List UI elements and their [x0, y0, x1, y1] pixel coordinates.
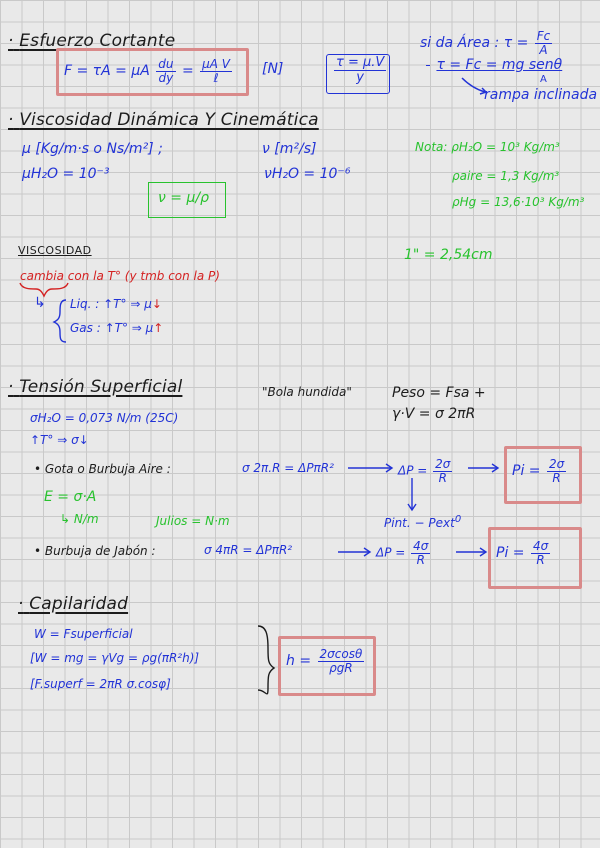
bullet: · — [8, 377, 14, 397]
unit-newton: [N] — [262, 61, 284, 77]
nu-water: νH₂O = 10⁻⁶ — [264, 166, 351, 182]
pi-jabon — [496, 540, 552, 566]
title-text: Capilaridad — [29, 594, 129, 614]
eq-part: F = τA = μA — [64, 63, 150, 80]
section-tension-title — [8, 378, 182, 397]
energy-eq: E = σ·A — [44, 489, 97, 505]
note-text: cambia — [20, 269, 64, 283]
up-arrow-icon: ↑ — [153, 321, 164, 335]
pi-gota — [512, 458, 568, 484]
denominator: ρgR — [329, 660, 353, 675]
liquid-rule — [70, 298, 162, 311]
section-capilaridad-title — [18, 595, 128, 614]
down-arrow-icon: ↓ — [151, 297, 162, 311]
eq-part: h = — [286, 653, 312, 670]
mu-water: μH₂O = 10⁻³ — [22, 166, 110, 182]
capilaridad-line3: [F.superf = 2πR σ.cosφ] — [30, 677, 171, 691]
eq-part: ΔP = — [398, 463, 428, 478]
title-text: Tensión Superficial — [19, 377, 183, 397]
denominator: A — [539, 42, 548, 57]
superscript: 0 — [454, 514, 462, 525]
nota-water: Nota: ρH₂O = 10³ Kg/m³ — [415, 140, 560, 154]
fraction-pi — [547, 458, 566, 484]
bola-hundida: "Bola hundida" — [262, 385, 352, 399]
temperature-note — [20, 270, 220, 283]
capilaridad-line2: [W = mg = γVg = ρg(πR²h)] — [30, 651, 200, 665]
numerator: 2σ — [435, 457, 451, 471]
peso-eq: Peso = Fsa + — [392, 385, 486, 401]
numerator: 4σ — [532, 539, 549, 553]
nu-units: ν [m²/s] — [262, 141, 317, 157]
dp-gota — [398, 458, 454, 484]
title-text: Viscosidad Dinámica Y Cinemática — [19, 110, 319, 130]
fraction-muAV-l — [200, 58, 232, 84]
fraction-incline — [426, 65, 430, 66]
branch-arrow: ↳ — [34, 295, 46, 311]
jabon-label: • Burbuja de Jabón : — [34, 544, 156, 558]
rule-text: Gas : ↑T° ⇒ μ — [70, 321, 154, 335]
julios: Julios = N·m — [156, 514, 230, 528]
denominator: y — [356, 69, 364, 85]
fraction-pi2 — [531, 540, 550, 566]
note-incline — [424, 58, 562, 73]
nu-formula: ν = μ/ρ — [158, 190, 209, 206]
gas-rule — [70, 322, 163, 335]
gota-equation: σ 2π.R = ΔPπR² — [242, 461, 334, 475]
eq-sign: = — [181, 63, 194, 80]
h-formula — [286, 648, 366, 674]
numerator: τ = μ.V — [336, 55, 385, 70]
sigma-temperature: ↑T° ⇒ σ↓ — [30, 433, 89, 447]
title-text: Esfuerzo Cortante — [19, 31, 176, 51]
note-text: τ = Fc = mg senθ — [436, 57, 563, 73]
note-text: si da Área : — [420, 35, 500, 52]
eq-part: Pi = — [512, 463, 541, 480]
section-viscosidad-title — [8, 111, 319, 130]
sigma-water: σH₂O = 0,073 N/m (25C) — [30, 411, 179, 425]
jabon-equation: σ 4πR = ΔPπR² — [204, 543, 293, 557]
gota-label: • Gota o Burbuja Aire : — [34, 462, 171, 476]
mu-units: μ [Kg/m·s o Ns/m²] ; — [22, 141, 163, 157]
equation-shear — [64, 58, 234, 84]
section-viscosidad-sub-title: VISCOSIDAD — [18, 244, 92, 257]
capilaridad-line1: W = Fsuperficial — [34, 627, 133, 641]
note-text: τ = — [503, 35, 529, 52]
denominator: dy — [158, 70, 174, 85]
numerator: 2σcosθ — [319, 647, 363, 661]
bullet: · — [18, 594, 24, 614]
inch-conversion: 1" = 2,54cm — [404, 247, 493, 263]
dp-jabon — [376, 540, 432, 566]
numerator: Fc — [536, 29, 551, 43]
eq-part: Pi = — [496, 545, 525, 562]
fraction-h — [318, 648, 365, 674]
eq-part: Pint. − Pext — [384, 516, 455, 530]
pint-pext — [384, 514, 461, 530]
numerator: μA V — [202, 57, 231, 71]
denominator: R — [416, 552, 425, 567]
fraction-dp2 — [411, 540, 430, 566]
denominator: R — [552, 470, 561, 485]
note-incline-den: A — [540, 74, 547, 85]
bullet: · — [8, 110, 14, 130]
denominator: R — [438, 470, 447, 485]
note-rampa: rampa inclinada — [484, 87, 598, 103]
numerator: du — [158, 57, 174, 71]
denominator: R — [536, 552, 545, 567]
numerator: 2σ — [548, 457, 565, 471]
nota-air: ρaire = 1,3 Kg/m³ — [452, 169, 560, 183]
fraction-du-dy — [156, 58, 175, 84]
rule-text: Liq. : ↑T° ⇒ μ — [70, 297, 152, 311]
denominator: ℓ — [213, 70, 219, 85]
tau-formula — [332, 56, 388, 84]
numerator — [426, 65, 430, 66]
nota-mercury: ρHg = 13,6·10³ Kg/m³ — [452, 195, 585, 209]
energy-unit: ↳ N/m — [60, 512, 99, 526]
numerator: 4σ — [413, 539, 429, 553]
peso-eq-2: γ·V = σ 2πR — [392, 406, 476, 422]
fraction-fc-a — [535, 30, 553, 56]
fraction-tau — [334, 56, 386, 84]
bullet: · — [8, 31, 14, 51]
fraction-dp — [433, 458, 452, 484]
note-area — [420, 30, 554, 56]
note-text: con la T° (y tmb con la P) — [63, 269, 220, 283]
eq-part: ΔP = — [376, 545, 406, 560]
